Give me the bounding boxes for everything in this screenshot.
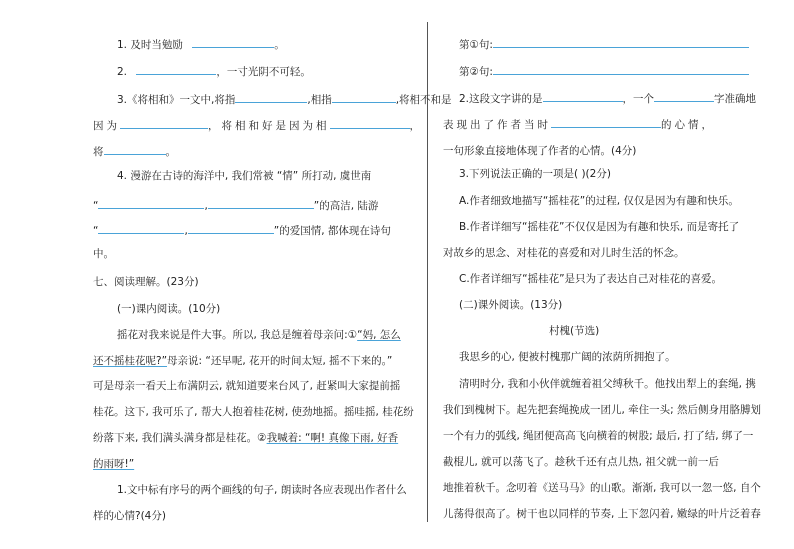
option-a[interactable]: A.作者细致地描写“摇桂花”的过程, 仅仅是因为有趣和快乐。 [459,195,739,207]
question-3-line-2: 因为 ，将相和好是因为相 ， [93,117,423,133]
question-text: 因为 [93,120,120,132]
underlined-sentence-1: 还不摇桂花呢?” [93,355,168,367]
answer-blank[interactable] [235,91,307,103]
option-b[interactable]: B.作者详细写“摇桂花”不仅仅是因为有趣和快乐, 而是寄托了 [459,221,740,233]
subsection-heading: (一)课内阅读。(10分) [117,303,221,315]
question-text: ,相指 [307,94,332,106]
section-7-heading: 七、阅读理解。(23分) [93,276,199,288]
question-text: 一句形象直接地体现了作者的心情。(4分) [443,145,637,157]
underlined-sentence-2: 的雨呀!” [93,458,135,470]
quote-mark: “ [93,225,99,237]
reading-question-1: 1.文中标有序号的两个画线的句子, 朗读时各应表现出作者什么 [117,484,407,496]
question-text: 将 [93,146,104,158]
question-text: 及时当勉励 [130,39,183,51]
answer-blank[interactable] [120,117,208,129]
passage-text: 纷落下来, 我们满头满身都是桂花。② [93,432,267,444]
question-2-line-3 [443,142,636,158]
label: 第②句: [459,66,493,78]
question-text: ,将相不和是 [395,94,452,106]
comma: , [184,225,188,237]
passage-line [93,432,398,445]
question-4-line-1: 4. 漫游在古诗的海洋中, 我们常被 “情” 所打动, 虞世南 [117,170,372,182]
passage-line: 清明时分, 我和小伙伴就缠着祖父缚秋千。他找出犁上的套绳, 携 [459,378,756,390]
passage-line: 可是母亲一看天上布满阴云, 就知道要来台风了, 赶紧叫大家提前摇 [93,380,401,392]
passage-line: 一个有力的弧线, 绳团便高高飞向横着的树股; 最后, 打了结, 绑了一 [443,430,754,442]
passage-line: 儿荡得很高了。树干也以同样的节奏, 上下忽闪着, 嫩绿的叶片泛着春 [443,508,761,520]
passage-text: 摇花对我来说是件大事。所以, 我总是缠着母亲问:① [117,329,358,341]
question-text: ，一寸光阴不可轻。 [216,66,311,78]
passage-line [117,329,401,342]
passage-line: 地推着秋千。念叨着《送马马》的山歌。渐渐, 我可以一忽一悠, 自个 [443,482,761,494]
passage-line [93,355,392,368]
question-1: 1. 及时当勉励 。 [117,36,285,52]
answer-blank[interactable] [98,222,184,234]
answer-blank[interactable] [188,222,274,234]
answer-blank[interactable] [493,36,749,48]
underlined-sentence-1: “妈, 怎么 [357,329,401,341]
question-text: ”的高洁, 陆游 [313,200,379,212]
question-2-line-1 [459,90,756,106]
question-number: 2. [117,66,128,78]
question-text: 字准确地 [714,93,757,105]
passage-line [93,458,134,471]
question-text: ，一个 [622,93,655,105]
question-text: 。 [165,146,176,158]
answer-blank[interactable] [654,90,714,102]
question-text: 2.这段文字讲的是 [459,93,543,105]
subsection-heading: (二)课外阅读。(13分) [459,299,563,311]
passage-line: 截棍儿, 就可以荡飞了。趁秋千还有点儿热, 祖父就一前一后 [443,456,719,468]
question-text: ，将相和好是因为相 [208,120,330,132]
question-4-line-3 [93,222,391,238]
sentence-1-answer [459,36,749,52]
comma: , [204,200,208,212]
question-text: ”的爱国情, 都体现在诗句 [273,225,391,237]
passage-line: 桂花。这下, 我可乐了, 帮大人抱着桂花树, 使劲地摇。摇哇摇, 桂花纷 [93,406,414,418]
label: 第①句: [459,39,493,51]
passage-text: 母亲说: “还早呢, 花开的时间太短, 摇不下来的。” [167,355,393,367]
reading-question-1-cont: 样的心情?(4分) [93,510,166,522]
question-2 [117,63,311,79]
question-number: 1. [117,39,128,51]
answer-blank[interactable] [543,90,623,102]
answer-blank[interactable] [551,116,661,128]
passage-line: 我们到槐树下。起先把套绳挽成一团儿, 牵住一头; 然后侧身用胳膊划 [443,404,762,416]
question-4-line-2 [93,197,378,213]
question-3: 3.下列说法正确的一项是( )(2分) [459,168,611,180]
answer-blank[interactable] [208,197,314,209]
question-3-line-1 [117,91,452,107]
question-2-line-2 [443,116,715,132]
option-b-cont: 对故乡的思念、对桂花的喜爱和对儿时生活的怀念。 [443,247,685,259]
question-4-line-4: 中。 [93,248,114,260]
option-c[interactable]: C.作者详细写“摇桂花”是只为了表达自己对桂花的喜爱。 [459,273,723,285]
answer-blank[interactable] [98,197,204,209]
question-text: 的心情， [661,119,715,131]
answer-blank[interactable] [136,63,216,75]
underlined-sentence-2: 我喊着: “啊! 真像下雨, 好香 [266,432,399,444]
question-3-line-3 [93,143,176,159]
quote-mark: “ [93,200,99,212]
answer-blank[interactable] [332,91,396,103]
answer-blank[interactable] [104,143,166,155]
question-text: 表现出了作者当时 [443,119,551,131]
passage-title: 村槐(节选) [549,325,600,337]
passage-line: 我思乡的心, 便被村槐那广阔的浓荫所拥抱了。 [459,351,676,363]
answer-blank[interactable] [330,117,410,129]
sentence-2-answer [459,63,749,79]
question-text: 3.《将相和》一文中,将指 [117,94,236,106]
answer-blank[interactable] [493,63,749,75]
answer-blank[interactable] [192,36,274,48]
